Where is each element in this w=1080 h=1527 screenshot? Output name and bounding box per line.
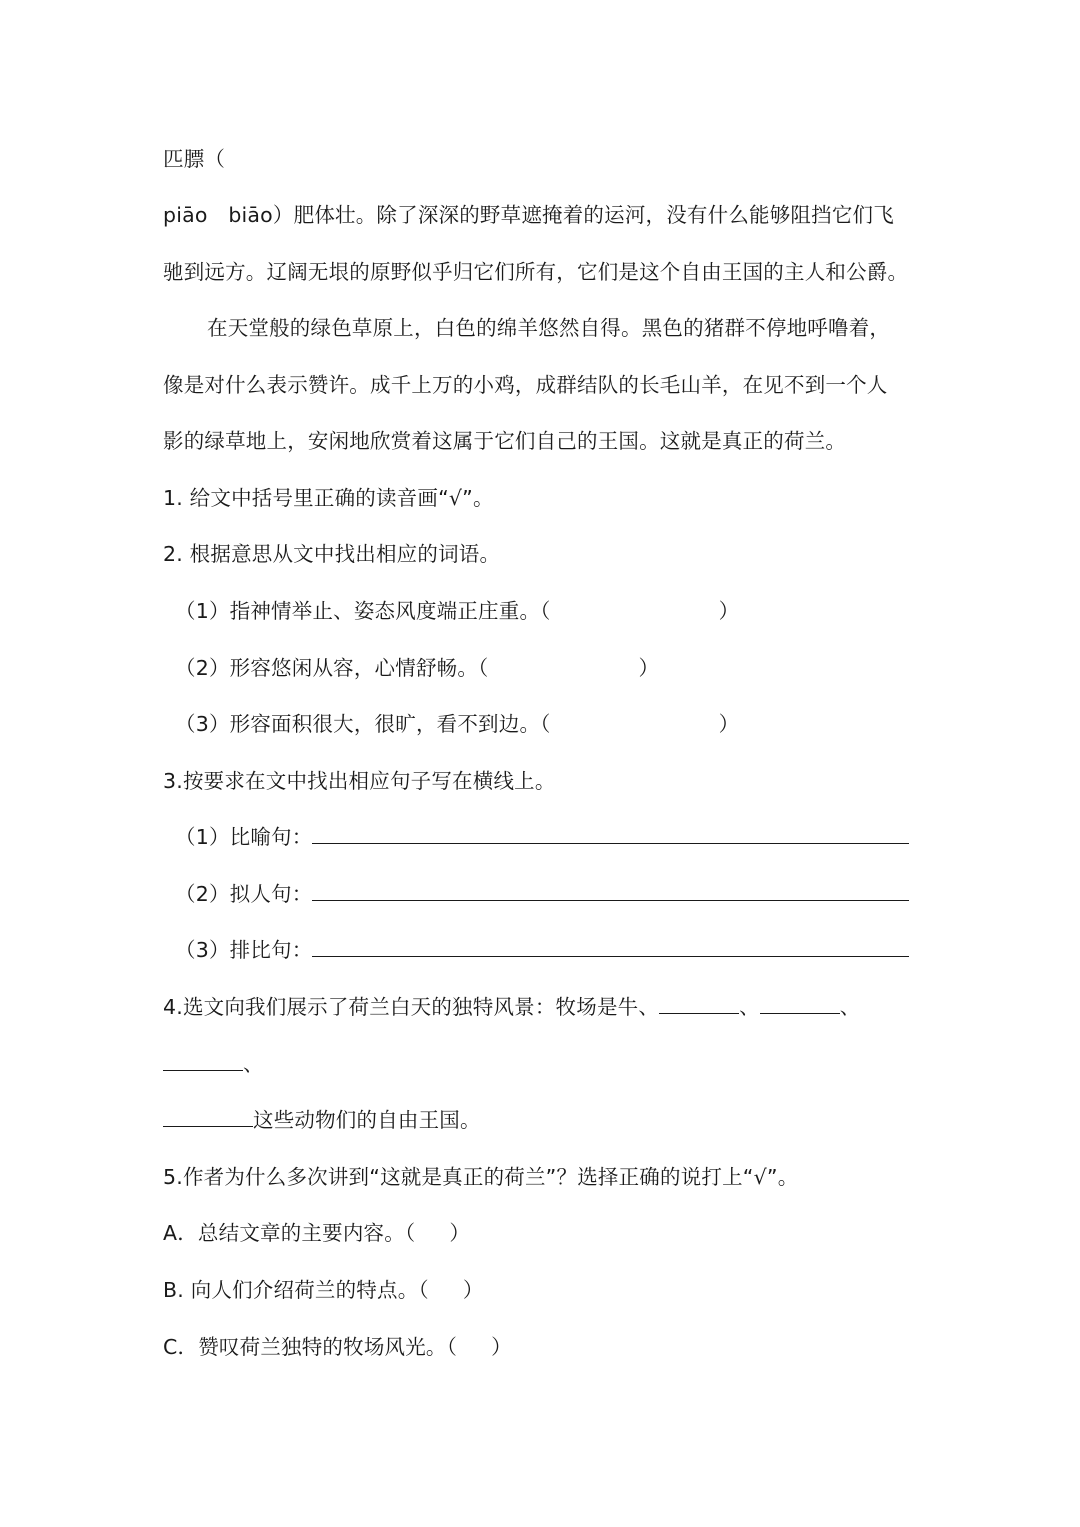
answer-line[interactable] (163, 1050, 243, 1071)
item-label: （3）排比句： (175, 938, 313, 962)
question-3-item-2 (175, 880, 909, 908)
question-1: 1. 给文中括号里正确的读音画“√”。 (163, 486, 494, 510)
passage-line-3: 驰到远方。辽阔无垠的原野似乎归它们所有，它们是这个自由王国的主人和公爵。 (163, 260, 909, 284)
question-5-title: 5.作者为什么多次讲到“这就是真正的荷兰”？选择正确的说打上“√”。 (163, 1165, 799, 1189)
close-paren: ） (718, 599, 740, 623)
separator: 、 (839, 995, 861, 1019)
question-3-item-3 (175, 936, 909, 964)
separator: 、 (739, 995, 760, 1019)
close-paren: ） (491, 1335, 512, 1359)
question-2-item-2 (175, 654, 659, 682)
passage-line-4: 在天堂般的绿色草原上，白色的绵羊悠然自得。黑色的猪群不停地呼噜着， (207, 316, 891, 340)
passage-line-2: piāo biāo）肥体壮。除了深深的野草遮掩着的运河，没有什么能够阻挡它们飞 (163, 203, 894, 227)
option-text: A．总结文章的主要内容。（ (163, 1221, 416, 1245)
item-text: （3）形容面积很大，很旷，看不到边。（ (175, 712, 551, 736)
answer-line[interactable] (659, 993, 739, 1014)
item-label: （2）拟人句： (175, 882, 313, 906)
close-paren: ） (718, 712, 740, 736)
question-5-option-c (163, 1333, 512, 1361)
close-paren: ） (638, 656, 660, 680)
passage-line-1: 匹膘（ (163, 147, 226, 171)
separator: 、 (243, 1052, 264, 1076)
question-2-item-1 (175, 597, 739, 625)
answer-line[interactable] (163, 1106, 253, 1127)
question-3-item-1 (175, 823, 909, 851)
close-paren: ） (449, 1221, 471, 1245)
answer-line[interactable] (760, 993, 840, 1014)
question-2-item-3 (175, 710, 739, 738)
item-text: （1）指神情举止、姿态风度端正庄重。（ (175, 599, 551, 623)
q4-text: 4.选文向我们展示了荷兰白天的独特风景：牧场是牛、 (163, 995, 660, 1019)
answer-line[interactable] (312, 880, 909, 901)
q4-tail: 这些动物们的自由王国。 (253, 1108, 481, 1132)
close-paren: ） (462, 1278, 484, 1302)
answer-line[interactable] (312, 823, 909, 844)
question-5-option-a (163, 1219, 470, 1247)
question-4-line-2 (163, 1050, 264, 1078)
item-text: （2）形容悠闲从容，心情舒畅。（ (175, 656, 489, 680)
question-3-title: 3.按要求在文中找出相应句子写在横线上。 (163, 769, 556, 793)
question-4-line-1 (163, 993, 860, 1021)
question-2-title: 2. 根据意思从文中找出相应的词语。 (163, 542, 501, 566)
answer-line[interactable] (312, 936, 909, 957)
item-label: （1）比喻句： (175, 825, 313, 849)
option-text: B. 向人们介绍荷兰的特点。（ (163, 1278, 429, 1302)
passage-line-6: 影的绿草地上，安闲地欣赏着这属于它们自己的王国。这就是真正的荷兰。 (163, 429, 847, 453)
option-text: C．赞叹荷兰独特的牧场风光。（ (163, 1335, 458, 1359)
passage-line-5: 像是对什么表示赞许。成千上万的小鸡，成群结队的长毛山羊，在见不到一个人 (163, 373, 888, 397)
question-4-line-3 (163, 1106, 481, 1134)
question-5-option-b (163, 1276, 484, 1304)
